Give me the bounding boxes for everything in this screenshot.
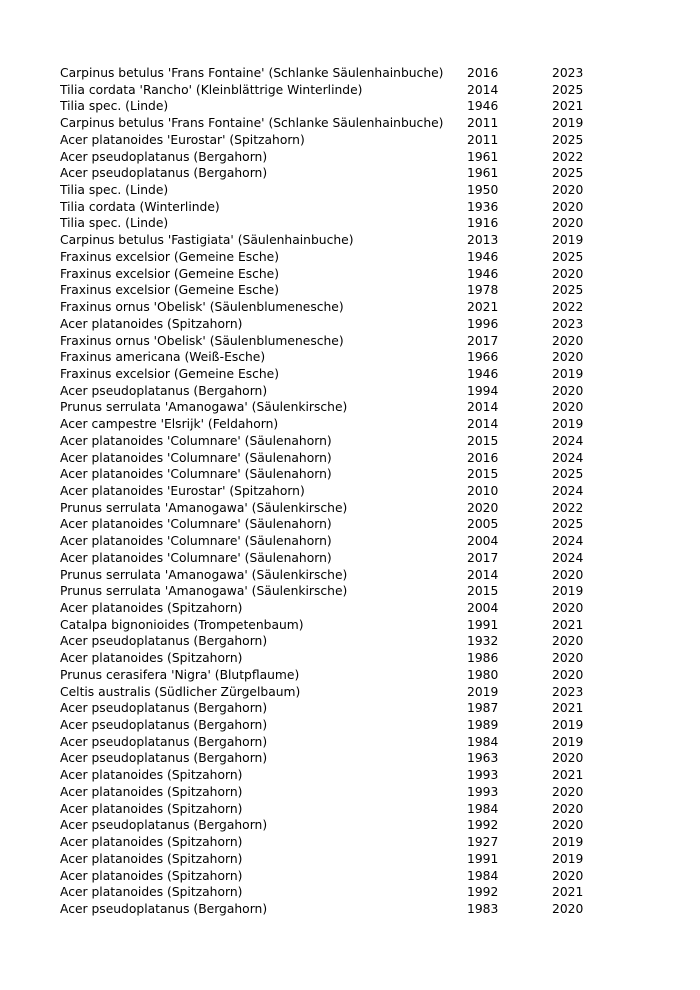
year-cell: 1916: [467, 216, 499, 231]
year-cell: 1992: [467, 818, 499, 833]
year-cell: 2020: [552, 199, 584, 214]
year-cell: 2014: [467, 417, 499, 432]
year-cell: 1992: [467, 885, 499, 900]
table-row: [60, 249, 600, 266]
year-cell: 1986: [467, 651, 499, 666]
table-row: [60, 132, 600, 149]
table-row: [60, 516, 600, 533]
species-cell: Celtis australis (Südlicher Zürgelbaum): [60, 684, 301, 699]
species-cell: Fraxinus excelsior (Gemeine Esche): [60, 266, 280, 281]
species-cell: Tilia spec. (Linde): [60, 216, 169, 231]
year-cell: 2021: [552, 768, 584, 783]
year-cell: 1946: [467, 366, 499, 381]
species-cell: Acer platanoides 'Columnare' (Säulenahorn): [60, 467, 332, 482]
table-row: [60, 600, 600, 617]
table-row: [60, 868, 600, 885]
species-cell: Acer pseudoplatanus (Bergahorn): [60, 734, 268, 749]
year-cell: 2020: [552, 216, 584, 231]
year-cell: 2005: [467, 517, 499, 532]
species-cell: Fraxinus excelsior (Gemeine Esche): [60, 249, 280, 264]
species-cell: Acer campestre 'Elsrijk' (Feldahorn): [60, 417, 279, 432]
year-cell: 2020: [552, 901, 584, 916]
species-cell: Acer platanoides 'Eurostar' (Spitzahorn): [60, 132, 305, 147]
year-cell: 2023: [552, 684, 584, 699]
year-cell: 1991: [467, 851, 499, 866]
year-cell: 2004: [467, 534, 499, 549]
table-row: [60, 550, 600, 567]
table-row: [60, 165, 600, 182]
year-cell: 2014: [467, 82, 499, 97]
table-row: [60, 650, 600, 667]
year-cell: 1936: [467, 199, 499, 214]
year-cell: 2025: [552, 166, 584, 181]
table-row: [60, 784, 600, 801]
table-row: [60, 416, 600, 433]
species-cell: Acer platanoides 'Columnare' (Säulenahorn): [60, 534, 332, 549]
year-cell: 1946: [467, 249, 499, 264]
year-cell: 2019: [552, 718, 584, 733]
species-cell: Tilia spec. (Linde): [60, 183, 169, 198]
table-row: [60, 633, 600, 650]
year-cell: 1984: [467, 734, 499, 749]
year-cell: 1946: [467, 266, 499, 281]
year-cell: 1927: [467, 835, 499, 850]
species-cell: Prunus serrulata 'Amanogawa' (Säulenkirsche): [60, 567, 348, 582]
year-cell: 1984: [467, 868, 499, 883]
species-cell: Acer pseudoplatanus (Bergahorn): [60, 818, 268, 833]
species-cell: Acer pseudoplatanus (Bergahorn): [60, 751, 268, 766]
year-cell: 1984: [467, 801, 499, 816]
year-cell: 2020: [552, 266, 584, 281]
year-cell: 1989: [467, 718, 499, 733]
species-cell: Acer platanoides 'Columnare' (Säulenahorn): [60, 450, 332, 465]
year-cell: 1978: [467, 283, 499, 298]
year-cell: 1991: [467, 617, 499, 632]
table-row: [60, 700, 600, 717]
table-row: [60, 901, 600, 918]
table-row: [60, 299, 600, 316]
year-cell: 2025: [552, 467, 584, 482]
table-row: [60, 399, 600, 416]
species-cell: Catalpa bignonioides (Trompetenbaum): [60, 617, 304, 632]
year-cell: 2015: [467, 584, 499, 599]
year-cell: 2022: [552, 500, 584, 515]
year-cell: 2020: [552, 567, 584, 582]
table-row: [60, 617, 600, 634]
year-cell: 1980: [467, 667, 499, 682]
species-cell: Acer platanoides (Spitzahorn): [60, 651, 243, 666]
species-cell: Acer pseudoplatanus (Bergahorn): [60, 166, 268, 181]
year-cell: 1993: [467, 768, 499, 783]
species-cell: Acer platanoides 'Columnare' (Säulenahorn): [60, 550, 332, 565]
year-cell: 2019: [552, 116, 584, 131]
table-row: [60, 182, 600, 199]
year-cell: 2023: [552, 66, 584, 80]
species-cell: Tilia spec. (Linde): [60, 99, 169, 114]
table-row: [60, 851, 600, 868]
year-cell: 2019: [467, 684, 499, 699]
table-row: [60, 750, 600, 767]
table-row: [60, 65, 600, 82]
year-cell: 2015: [467, 433, 499, 448]
species-cell: Carpinus betulus 'Frans Fontaine' (Schlanke Säulenhainbuche): [60, 116, 444, 131]
year-cell: 2019: [552, 851, 584, 866]
table-row: [60, 884, 600, 901]
year-cell: 1983: [467, 901, 499, 916]
year-cell: 1963: [467, 751, 499, 766]
species-cell: Carpinus betulus 'Fastigiata' (Säulenhainbuche): [60, 233, 354, 248]
species-cell: Acer platanoides (Spitzahorn): [60, 316, 243, 331]
year-cell: 2022: [552, 149, 584, 164]
species-cell: Tilia cordata 'Rancho' (Kleinblättrige Winterlinde): [60, 82, 363, 97]
year-cell: 2021: [552, 701, 584, 716]
year-cell: 1994: [467, 383, 499, 398]
year-cell: 2020: [552, 333, 584, 348]
species-cell: Fraxinus excelsior (Gemeine Esche): [60, 283, 280, 298]
year-cell: 2024: [552, 450, 584, 465]
species-cell: Acer pseudoplatanus (Bergahorn): [60, 718, 268, 733]
table-row: [60, 801, 600, 818]
species-cell: Carpinus betulus 'Frans Fontaine' (Schlanke Säulenhainbuche): [60, 66, 444, 80]
year-cell: 2020: [467, 500, 499, 515]
table-row: [60, 500, 600, 517]
species-cell: Acer platanoides 'Columnare' (Säulenahorn): [60, 517, 332, 532]
year-cell: 2020: [552, 818, 584, 833]
table-row: [60, 734, 600, 751]
table-row: [60, 383, 600, 400]
year-cell: 2025: [552, 82, 584, 97]
year-cell: 2016: [467, 66, 499, 80]
table-row: [60, 533, 600, 550]
year-cell: 2025: [552, 249, 584, 264]
table-row: [60, 232, 600, 249]
year-cell: 2019: [552, 584, 584, 599]
table-row: [60, 684, 600, 701]
table-row: [60, 834, 600, 851]
species-cell: Acer platanoides (Spitzahorn): [60, 835, 243, 850]
year-cell: 2015: [467, 467, 499, 482]
species-cell: Acer pseudoplatanus (Bergahorn): [60, 149, 268, 164]
table-row: [60, 215, 600, 232]
year-cell: 1950: [467, 183, 499, 198]
species-cell: Acer platanoides (Spitzahorn): [60, 768, 243, 783]
species-cell: Acer platanoides 'Eurostar' (Spitzahorn): [60, 483, 305, 498]
table-row: [60, 366, 600, 383]
table-row: [60, 349, 600, 366]
species-cell: Acer platanoides (Spitzahorn): [60, 784, 243, 799]
table-row: [60, 149, 600, 166]
table-row: [60, 667, 600, 684]
table-row: [60, 817, 600, 834]
species-cell: Acer platanoides 'Columnare' (Säulenahorn): [60, 433, 332, 448]
year-cell: 2023: [552, 316, 584, 331]
table-row: [60, 583, 600, 600]
year-cell: 2014: [467, 400, 499, 415]
year-cell: 2020: [552, 183, 584, 198]
species-cell: Prunus cerasifera 'Nigra' (Blutpflaume): [60, 667, 300, 682]
table-row: [60, 316, 600, 333]
species-cell: Acer pseudoplatanus (Bergahorn): [60, 901, 268, 916]
year-cell: 2019: [552, 417, 584, 432]
year-cell: 2024: [552, 550, 584, 565]
year-cell: 2017: [467, 333, 499, 348]
year-cell: 2020: [552, 751, 584, 766]
year-cell: 2022: [552, 300, 584, 315]
year-cell: 2016: [467, 450, 499, 465]
year-cell: 2020: [552, 868, 584, 883]
tree-table: [60, 65, 600, 918]
table-row: [60, 433, 600, 450]
species-cell: Acer pseudoplatanus (Bergahorn): [60, 701, 268, 716]
year-cell: 2020: [552, 801, 584, 816]
table-row: [60, 199, 600, 216]
table-row: [60, 767, 600, 784]
species-cell: Acer platanoides (Spitzahorn): [60, 801, 243, 816]
year-cell: 2021: [467, 300, 499, 315]
year-cell: 2024: [552, 534, 584, 549]
year-cell: 2025: [552, 283, 584, 298]
year-cell: 2020: [552, 400, 584, 415]
species-cell: Acer platanoides (Spitzahorn): [60, 601, 243, 615]
table-row: [60, 567, 600, 584]
species-cell: Tilia cordata (Winterlinde): [60, 199, 220, 214]
table-row: [60, 466, 600, 483]
year-cell: 2019: [552, 734, 584, 749]
species-cell: Prunus serrulata 'Amanogawa' (Säulenkirsche): [60, 584, 348, 599]
year-cell: 2011: [467, 116, 499, 131]
species-cell: Acer platanoides (Spitzahorn): [60, 851, 243, 866]
table-row: [60, 282, 600, 299]
year-cell: 2020: [552, 784, 584, 799]
year-cell: 2010: [467, 483, 499, 498]
species-cell: Prunus serrulata 'Amanogawa' (Säulenkirsche): [60, 500, 348, 515]
species-cell: Fraxinus ornus 'Obelisk' (Säulenblumenesche): [60, 300, 344, 315]
year-cell: 2019: [552, 835, 584, 850]
year-cell: 2025: [552, 132, 584, 147]
year-cell: 2020: [552, 350, 584, 365]
year-cell: 1961: [467, 166, 499, 181]
year-cell: 1993: [467, 784, 499, 799]
year-cell: 2020: [552, 383, 584, 398]
species-cell: Prunus serrulata 'Amanogawa' (Säulenkirsche): [60, 400, 348, 415]
year-cell: 1946: [467, 99, 499, 114]
year-cell: 2004: [467, 601, 499, 615]
year-cell: 2019: [552, 366, 584, 381]
year-cell: 1996: [467, 316, 499, 331]
table-row: [60, 98, 600, 115]
table-row: [60, 82, 600, 99]
year-cell: 2021: [552, 99, 584, 114]
year-cell: 2020: [552, 634, 584, 649]
species-cell: Acer pseudoplatanus (Bergahorn): [60, 383, 268, 398]
species-cell: Fraxinus excelsior (Gemeine Esche): [60, 366, 280, 381]
year-cell: 2020: [552, 651, 584, 666]
year-cell: 2024: [552, 433, 584, 448]
year-cell: 2017: [467, 550, 499, 565]
table-row: [60, 717, 600, 734]
table-row: [60, 333, 600, 350]
year-cell: 1932: [467, 634, 499, 649]
year-cell: 2013: [467, 233, 499, 248]
year-cell: 2014: [467, 567, 499, 582]
table-row: [60, 450, 600, 467]
year-cell: 2021: [552, 885, 584, 900]
year-cell: 1961: [467, 149, 499, 164]
year-cell: 2020: [552, 601, 584, 615]
year-cell: 2025: [552, 517, 584, 532]
year-cell: 1987: [467, 701, 499, 716]
species-cell: Fraxinus americana (Weiß-Esche): [60, 350, 266, 365]
year-cell: 2011: [467, 132, 499, 147]
species-cell: Acer platanoides (Spitzahorn): [60, 885, 243, 900]
year-cell: 2024: [552, 483, 584, 498]
year-cell: 2019: [552, 233, 584, 248]
table-row: [60, 266, 600, 283]
year-cell: 1966: [467, 350, 499, 365]
table-row: [60, 115, 600, 132]
year-cell: 2020: [552, 667, 584, 682]
species-cell: Fraxinus ornus 'Obelisk' (Säulenblumenesche): [60, 333, 344, 348]
species-cell: Acer platanoides (Spitzahorn): [60, 868, 243, 883]
species-cell: Acer pseudoplatanus (Bergahorn): [60, 634, 268, 649]
table-row: [60, 483, 600, 500]
year-cell: 2021: [552, 617, 584, 632]
